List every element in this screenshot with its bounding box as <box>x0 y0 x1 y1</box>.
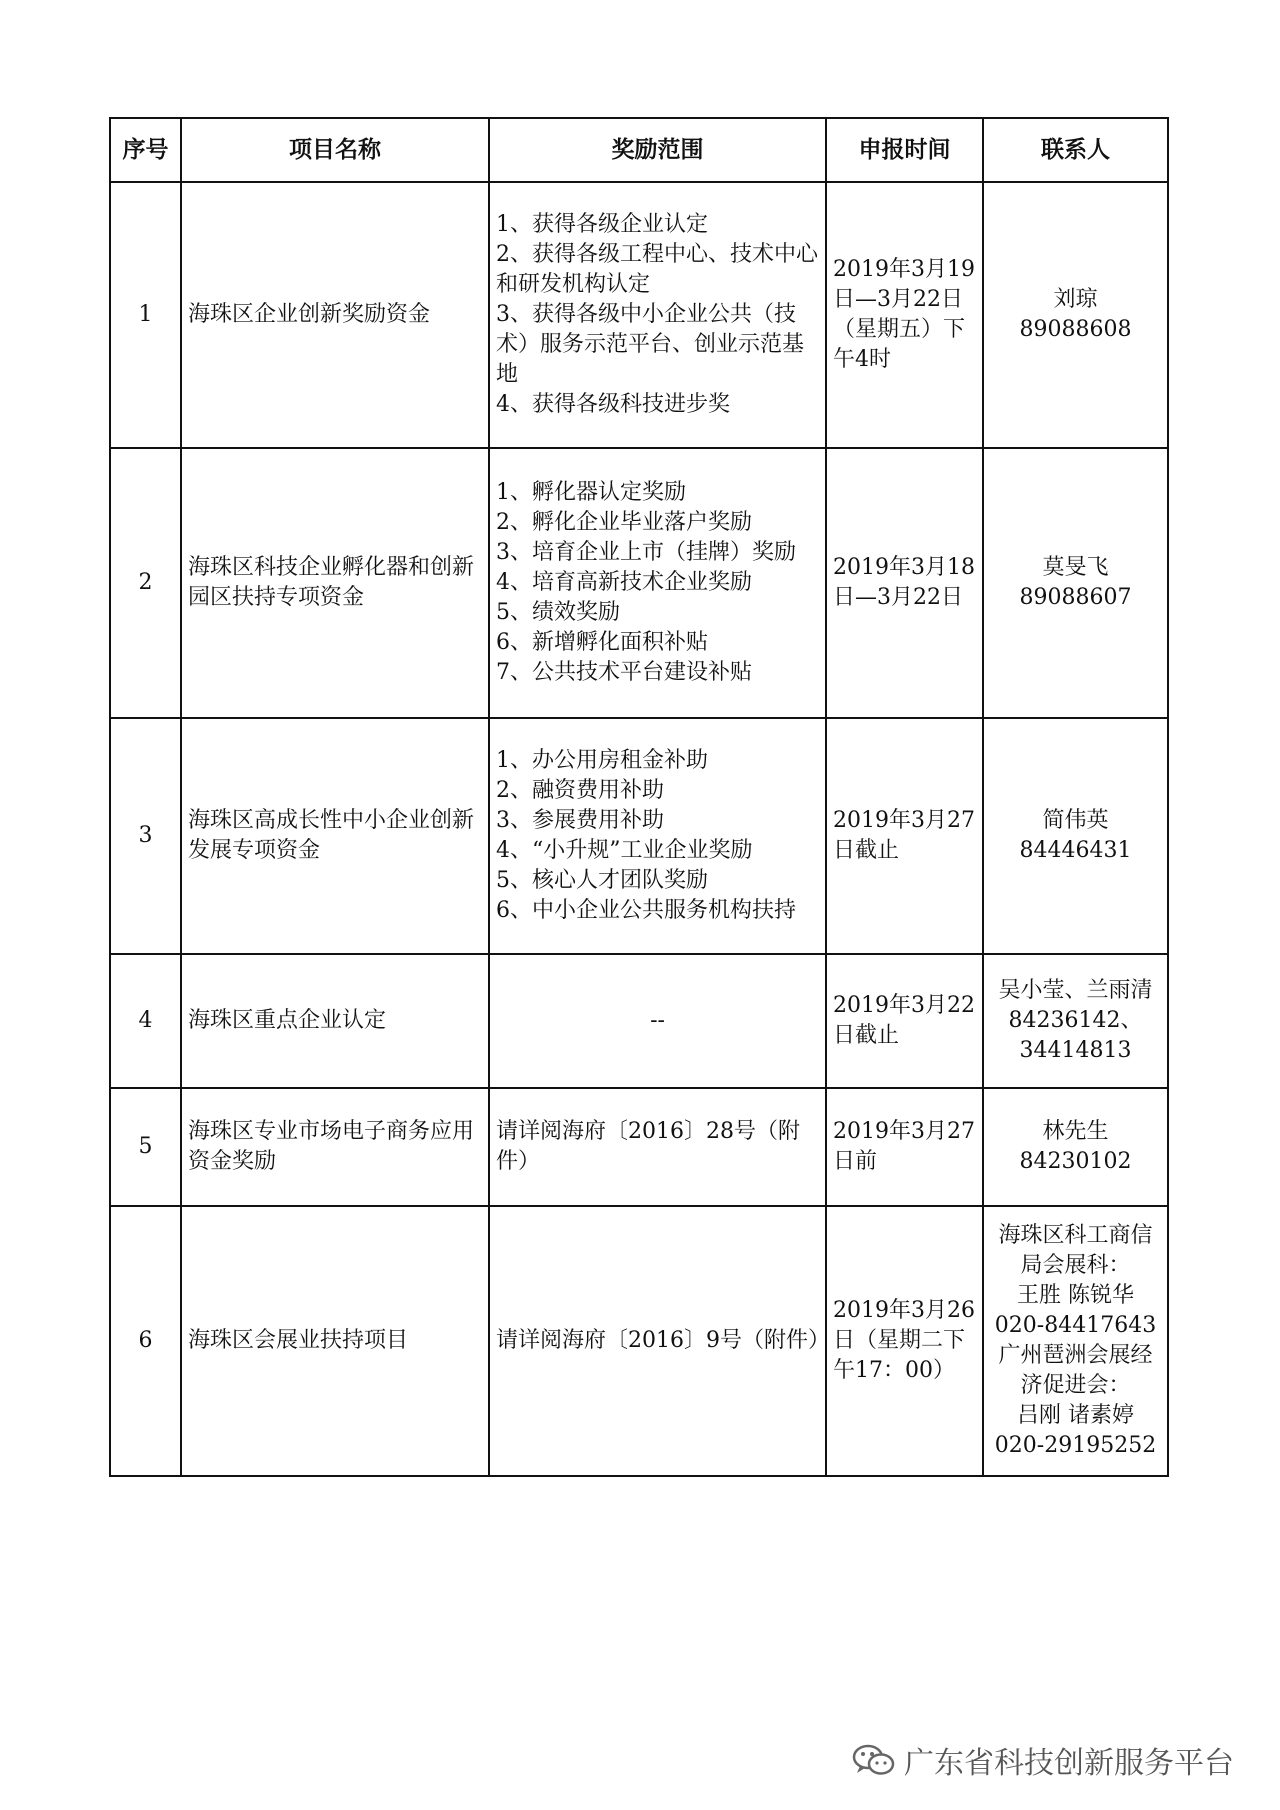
project-table <box>109 117 1169 1477</box>
table-row <box>110 1088 1168 1206</box>
reward-scope-line: 3、参展费用补助 <box>496 808 664 833</box>
reward-scope-line: 4、获得各级科技进步奖 <box>496 392 730 417</box>
apply-time-cell <box>826 182 983 448</box>
contact-cell <box>983 954 1168 1088</box>
project-name-cell <box>181 1088 489 1206</box>
contact-line: 吴小莹、兰雨清 <box>998 978 1153 1003</box>
contact-line: 020-84417643 <box>994 1313 1157 1338</box>
wechat-icon <box>852 1744 896 1776</box>
project-name-line: 海珠区会展业扶持项目 <box>188 1328 409 1353</box>
contact-line: 89088608 <box>1019 317 1132 342</box>
reward-scope-line: 1、办公用房租金补助 <box>496 748 708 773</box>
reward-scope-line: 请详阅海府〔2016〕28号（附件） <box>496 1119 800 1174</box>
project-name-line: 海珠区重点企业认定 <box>188 1008 387 1033</box>
project-name-cell <box>181 718 489 954</box>
apply-time-cell <box>826 954 983 1088</box>
contact-line: 刘琼 <box>1053 287 1098 312</box>
index-cell: 2 <box>110 448 181 718</box>
contact-line: 84236142、34414813 <box>1008 1008 1143 1063</box>
project-name-cell <box>181 1206 489 1476</box>
reward-scope-line: 6、中小企业公共服务机构扶持 <box>496 898 796 923</box>
reward-scope-line: 5、绩效奖励 <box>496 600 620 625</box>
header-apply-time: 申报时间 <box>826 118 983 182</box>
index-cell: 4 <box>110 954 181 1088</box>
apply-time-cell <box>826 448 983 718</box>
reward-scope-cell <box>489 954 826 1088</box>
reward-scope-cell <box>489 1206 830 1476</box>
contact-line: 吕刚 诸素婷 <box>1017 1403 1134 1428</box>
header-project-name: 项目名称 <box>181 118 489 182</box>
contact-line: 84446431 <box>1019 838 1132 863</box>
reward-scope-line: 7、公共技术平台建设补贴 <box>496 660 752 685</box>
table-row <box>110 182 1168 448</box>
reward-scope-cell <box>489 1088 826 1206</box>
contact-cell <box>983 1206 1168 1476</box>
header-contact: 联系人 <box>983 118 1168 182</box>
reward-scope-line: 6、新增孵化面积补贴 <box>496 630 708 655</box>
apply-time-cell <box>826 718 983 954</box>
reward-scope-line: 请详阅海府〔2016〕9号（附件） <box>496 1328 830 1353</box>
reward-scope-line: 3、获得各级中小企业公共（技术）服务示范平台、创业示范基地 <box>496 302 805 387</box>
contact-cell <box>983 1088 1168 1206</box>
table-row <box>110 954 1168 1088</box>
table-row <box>110 448 1168 718</box>
reward-scope-line: 4、培育高新技术企业奖励 <box>496 570 752 595</box>
project-name-cell <box>181 954 489 1088</box>
contact-line: 莫旻飞 <box>1042 555 1109 580</box>
reward-scope-cell <box>489 448 826 718</box>
reward-scope-line: 2、孵化企业毕业落户奖励 <box>496 510 752 535</box>
index-cell: 5 <box>110 1088 181 1206</box>
contact-line: 王胜 陈锐华 <box>1017 1283 1134 1308</box>
watermark <box>852 1738 1234 1782</box>
contact-cell <box>983 182 1168 448</box>
reward-scope-line: 3、培育企业上市（挂牌）奖励 <box>496 540 796 565</box>
contact-line: 海珠区科工商信局会展科： <box>998 1223 1153 1278</box>
project-name-cell <box>181 448 489 718</box>
contact-line: 林先生 <box>1042 1119 1109 1144</box>
watermark-text: 广东省科技创新服务平台 <box>904 1746 1234 1781</box>
apply-time-line: 2019年3月27日截止 <box>833 808 975 863</box>
table-row <box>110 718 1168 954</box>
project-name-line: 海珠区企业创新奖励资金 <box>188 302 431 327</box>
reward-scope-line: 1、孵化器认定奖励 <box>496 480 686 505</box>
contact-line: 020-29195252 <box>994 1433 1157 1458</box>
index-cell: 6 <box>110 1206 181 1476</box>
reward-scope-cell <box>489 182 826 448</box>
contact-line: 89088607 <box>1019 585 1132 610</box>
project-name-line: 海珠区高成长性中小企业创新发展专项资金 <box>188 808 475 863</box>
header-reward-scope: 奖励范围 <box>489 118 826 182</box>
apply-time-line: 2019年3月19日—3月22日（星期五）下午4时 <box>833 257 975 372</box>
apply-time-line: 2019年3月18日—3月22日 <box>833 555 975 610</box>
contact-cell <box>983 448 1168 718</box>
reward-scope-line: 1、获得各级企业认定 <box>496 212 708 237</box>
project-name-line: 海珠区专业市场电子商务应用资金奖励 <box>188 1119 475 1174</box>
contact-line: 84230102 <box>1019 1149 1132 1174</box>
apply-time-line: 2019年3月27日前 <box>833 1119 975 1174</box>
apply-time-line: 2019年3月26日（星期二下午17：00） <box>833 1298 975 1383</box>
header-index: 序号 <box>110 118 181 182</box>
reward-scope-line: 5、核心人才团队奖励 <box>496 868 708 893</box>
project-name-line: 海珠区科技企业孵化器和创新园区扶持专项资金 <box>188 555 475 610</box>
contact-cell <box>983 718 1168 954</box>
contact-line: 简伟英 <box>1042 808 1109 833</box>
reward-scope-line: 4、“小升规”工业企业奖励 <box>496 838 753 863</box>
table-row <box>110 1206 1168 1476</box>
header-row <box>110 118 1168 182</box>
reward-scope-cell <box>489 718 826 954</box>
reward-scope-line: 2、获得各级工程中心、技术中心和研发机构认定 <box>496 242 818 297</box>
reward-scope-line: 2、融资费用补助 <box>496 778 664 803</box>
contact-line: 广州琶洲会展经济促进会： <box>998 1343 1153 1398</box>
apply-time-cell <box>826 1088 983 1206</box>
apply-time-line: 2019年3月22日截止 <box>833 993 975 1048</box>
apply-time-cell <box>826 1206 983 1476</box>
index-cell: 3 <box>110 718 181 954</box>
reward-scope-line: -- <box>650 1008 665 1033</box>
project-name-cell <box>181 182 489 448</box>
index-cell: 1 <box>110 182 181 448</box>
